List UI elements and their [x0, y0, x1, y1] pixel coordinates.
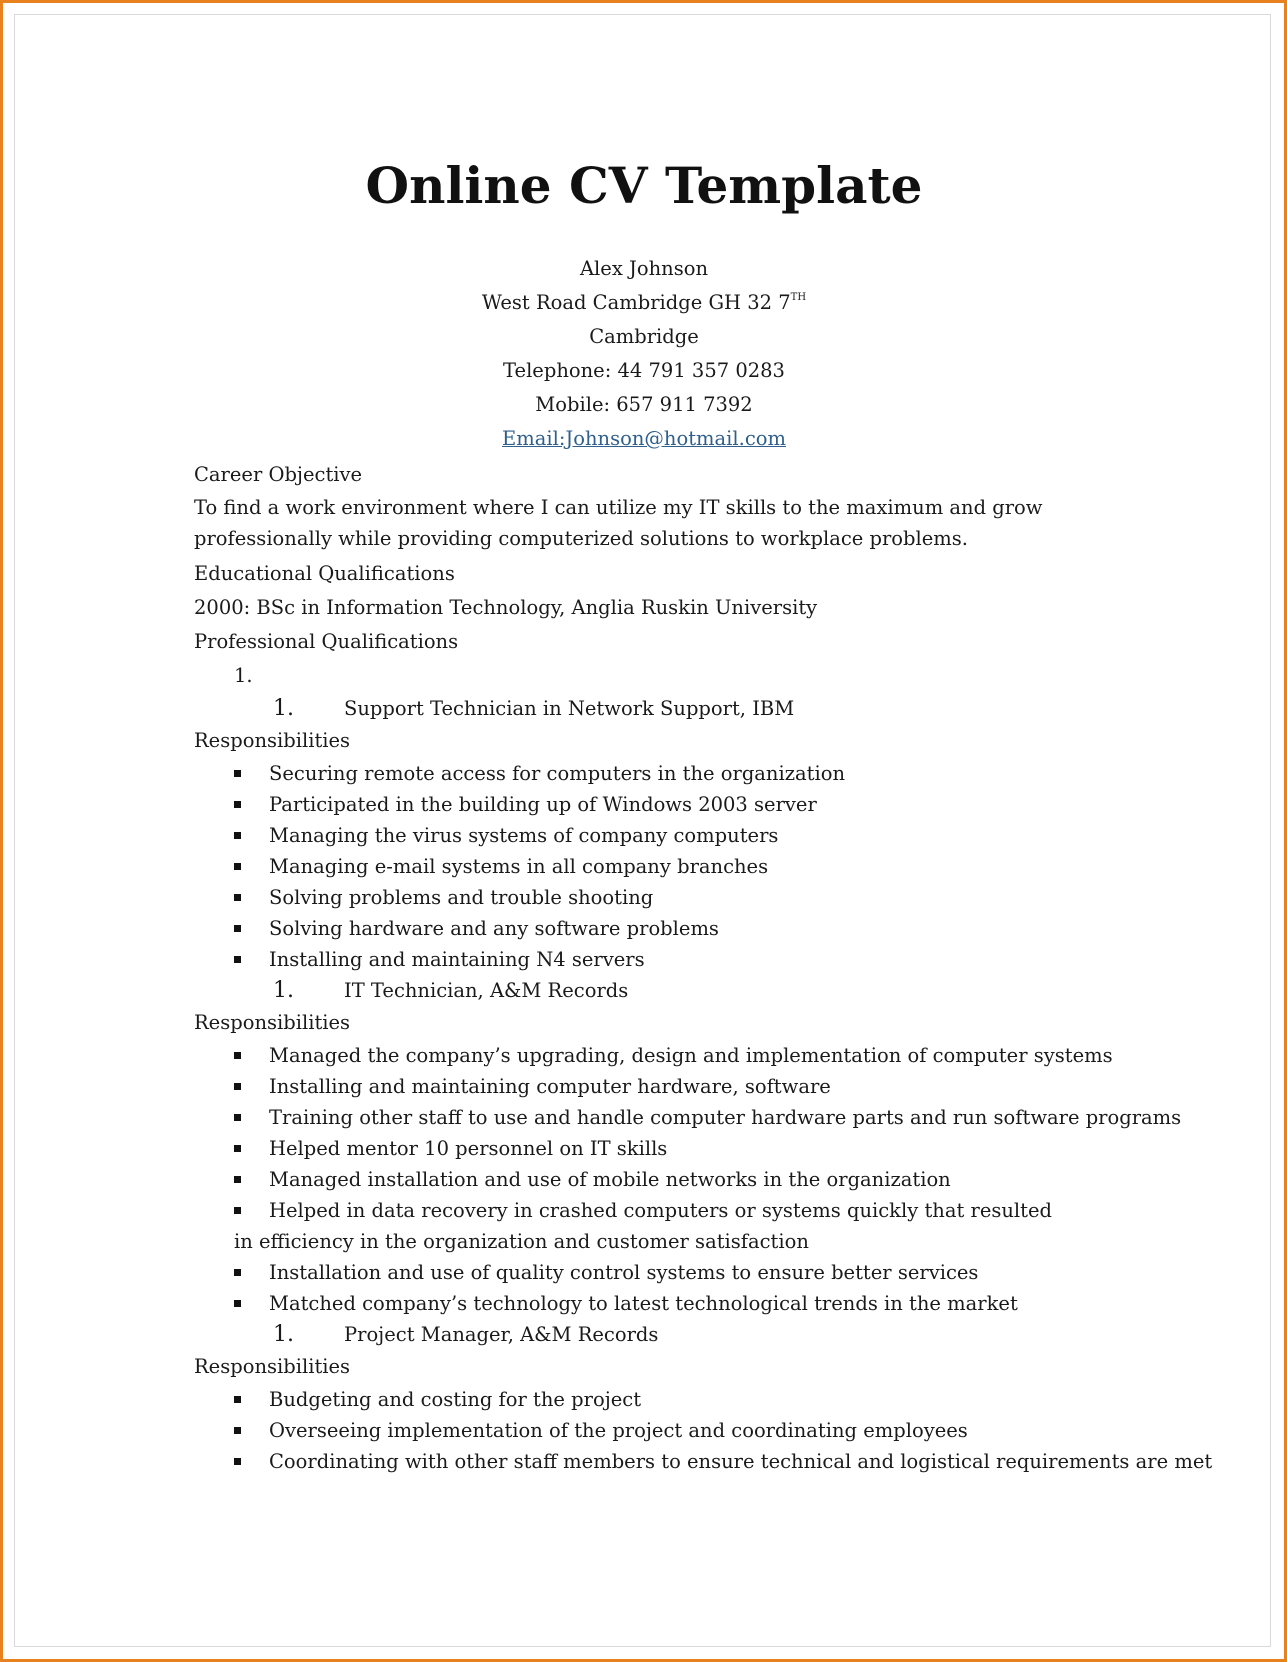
job-title: Project Manager, A&M Records — [344, 1323, 659, 1346]
bullet-square-icon — [234, 1458, 241, 1465]
list-item-text: Securing remote access for computers in the organization — [269, 762, 846, 785]
list-item-text: Solving problems and trouble shooting — [269, 886, 654, 909]
responsibilities-list — [194, 758, 1094, 975]
list-item — [194, 1384, 1094, 1415]
list-item-text: Solving hardware and any software problems — [269, 917, 719, 940]
responsibilities-heading: Responsibilities — [194, 1355, 351, 1378]
list-item — [194, 1257, 1094, 1288]
bullet-square-icon — [234, 1052, 241, 1059]
education-entry: 2000: BSc in Information Technology, Anglia Ruskin University — [194, 596, 818, 619]
list-item-text: Overseeing implementation of the project and coordinating employees — [269, 1419, 968, 1442]
list-item — [194, 851, 1094, 882]
job-number: 1. — [273, 978, 294, 1003]
list-item — [194, 820, 1094, 851]
responsibilities-heading: Responsibilities — [194, 729, 351, 752]
list-item-text: Helped in data recovery in crashed computers or systems quickly that resulted in efficiency in the organization and customer satisfaction — [234, 1199, 1053, 1253]
list-item — [194, 758, 1094, 789]
responsibilities-list — [194, 1040, 1182, 1319]
bullet-square-icon — [234, 1396, 241, 1403]
list-item — [194, 1071, 1094, 1102]
job-title-row — [194, 693, 1094, 724]
list-item — [194, 1133, 1094, 1164]
bullet-square-icon — [234, 770, 241, 777]
list-item — [194, 1195, 1094, 1257]
job-title-row — [194, 975, 1094, 1006]
job-title: Support Technician in Network Support, IBM — [344, 697, 795, 720]
contact-address-text: West Road Cambridge GH 32 7 — [481, 291, 791, 314]
bullet-square-icon — [234, 1269, 241, 1276]
list-item-text: Managed the company’s upgrading, design and implementation of computer systems — [269, 1044, 1113, 1067]
contact-header — [194, 252, 1094, 456]
bullet-square-icon — [234, 832, 241, 839]
list-item-text: Helped mentor 10 personnel on IT skills — [269, 1137, 668, 1160]
list-item — [194, 1040, 1113, 1071]
responsibilities-list — [194, 1384, 1213, 1477]
list-item-text: Managed installation and use of mobile networks in the organization — [269, 1168, 951, 1191]
professional-heading: Professional Qualifications — [194, 630, 459, 653]
list-item — [194, 882, 1094, 913]
list-item-text: Managing e-mail systems in all company branches — [269, 855, 769, 878]
list-item-text: Installation and use of quality control systems to ensure better services — [269, 1261, 979, 1284]
list-item — [194, 789, 1094, 820]
list-item-text: Managing the virus systems of company computers — [269, 824, 779, 847]
contact-mobile: Mobile: 657 911 7392 — [535, 393, 753, 416]
bullet-square-icon — [234, 1427, 241, 1434]
list-item — [194, 913, 1094, 944]
job-title-row — [194, 1319, 1094, 1350]
education-heading: Educational Qualifications — [194, 562, 455, 585]
contact-address — [194, 286, 1094, 320]
contact-email-line — [194, 422, 1094, 456]
list-item-text: Participated in the building up of Windows 2003 server — [269, 793, 817, 816]
list-item-text: Coordinating with other staff members to ensure technical and logistical requirements are met — [269, 1450, 1213, 1473]
responsibilities-heading: Responsibilities — [194, 1011, 351, 1034]
bullet-square-icon — [234, 1207, 241, 1214]
bullet-square-icon — [234, 1083, 241, 1090]
bullet-square-icon — [234, 1114, 241, 1121]
bullet-square-icon — [234, 801, 241, 808]
bullet-square-icon — [234, 1176, 241, 1183]
bullet-square-icon — [234, 925, 241, 932]
contact-city: Cambridge — [589, 325, 699, 348]
list-item — [194, 1288, 1094, 1319]
list-item-text: Installing and maintaining N4 servers — [269, 948, 645, 971]
list-item — [194, 1415, 1094, 1446]
list-item — [194, 1102, 1182, 1133]
bullet-square-icon — [234, 1300, 241, 1307]
document-title: Online CV Template — [365, 156, 923, 215]
job-title: IT Technician, A&M Records — [344, 979, 629, 1002]
career-objective-text: To find a work environment where I can utilize my IT skills to the maximum and grow professionally while providing computerized solutions to workplace problems. — [194, 496, 1043, 550]
contact-telephone: Telephone: 44 791 357 0283 — [503, 359, 785, 382]
bullet-square-icon — [234, 894, 241, 901]
email-link[interactable]: Email:Johnson@hotmail.com — [502, 427, 786, 450]
career-objective-heading: Career Objective — [194, 463, 363, 486]
bullet-square-icon — [234, 1145, 241, 1152]
bullet-square-icon — [234, 863, 241, 870]
list-item-text: Matched company’s technology to latest technological trends in the market — [269, 1292, 1018, 1315]
job-number: 1. — [273, 696, 294, 721]
list-item-text: Budgeting and costing for the project — [269, 1388, 642, 1411]
contact-address-superscript: TH — [790, 292, 807, 303]
list-item-text: Training other staff to use and handle computer hardware parts and run software programs — [269, 1106, 1182, 1129]
list-item — [194, 1164, 1094, 1195]
bullet-square-icon — [234, 956, 241, 963]
contact-name: Alex Johnson — [579, 257, 709, 280]
list-item — [194, 944, 1094, 975]
job-number: 1. — [273, 1322, 294, 1347]
professional-list-number: 1. — [234, 664, 253, 687]
cv-body — [194, 458, 1213, 1477]
list-item-text: Installing and maintaining computer hardware, software — [269, 1075, 831, 1098]
list-item — [194, 1446, 1213, 1477]
